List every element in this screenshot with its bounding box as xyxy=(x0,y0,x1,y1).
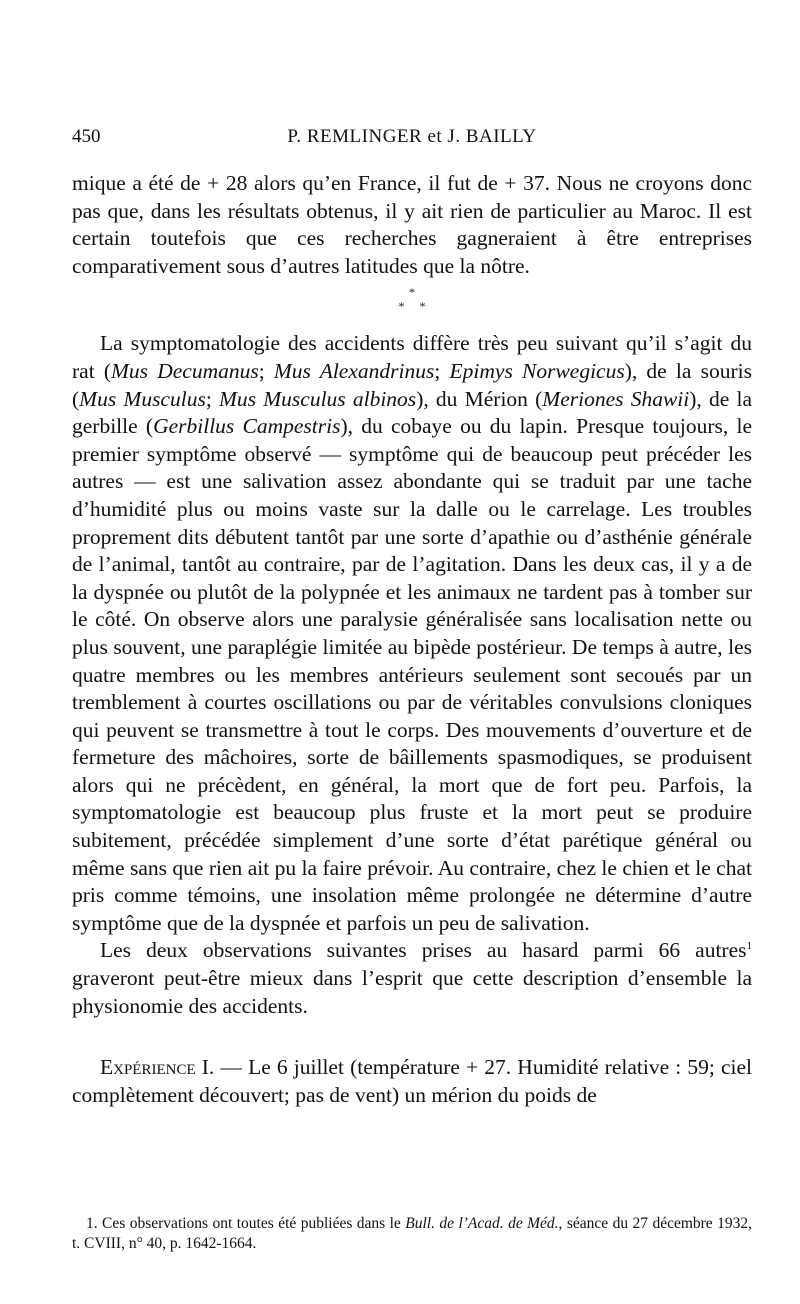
p2-text-8: ), du cobaye ou du lapin. Presque toujours, le premier symptôme observé — symptôme qui de beaucoup peut précéder les autres — est une salivation assez abondante qui se traduit par une tache d’humidité plus ou moins vaste sur la dalle ou le carrelage. Les troubles proprement dits débutent tantôt par une sorte d’apathie ou d’asthénie générale de l’animal, tantôt au contraire, par de l’agitation. Dans les deux cas, il y a de la dyspnée ou plutôt de la polypnée et les animaux ne tardent pas à tomber sur le côté. On observe alors une paralysie généralisée sans localisation nette ou plus souvent, une paraplégie limitée au bipède postérieur. De temps à autre, les quatre membres ou les membres antérieurs seulement sont secoués par un tremblement à courtes oscillations ou par de véritables convulsions cloniques qui peuvent se transmettre à tout le corps. Des mouvements d’ouverture et de fermeture des mâchoires, sorte de bâillements spasmodiques, se produisent alors qui ne précèdent, en général, la mort que de fort peu. Parfois, la symptomatologie est beaucoup plus fruste et la mort peut se produire subitement, précédée simplement d’une sorte d’état parétique général ou même sans que rien ait pu la faire prévoir. Au contraire, chez le chien et le chat pris comme témoins, une insolation même prolongée ne détermine d’autre symptôme que de la dyspnée et parfois un peu de salivation. xyxy=(72,414,753,935)
species-name: Mus Musculus xyxy=(79,386,206,411)
journal-title: Bull. de l’Acad. de Méd. xyxy=(405,1215,559,1232)
paragraph-2 xyxy=(72,330,752,937)
p2-text-4: ), de la souris ( xyxy=(72,358,752,411)
paragraph-3 xyxy=(72,937,752,1020)
p4-text: — Le 6 juillet (température + 27. Humidité relative : 59; ciel complètement découvert; pas de vent) un mérion du poids de xyxy=(72,1055,752,1107)
species-name: Mus Alexandrinus xyxy=(273,358,435,383)
p2-text-7: ), de la gerbille ( xyxy=(72,386,753,439)
running-head: P. REMLINGER et J. BAILLY xyxy=(287,126,537,147)
p2-text-1: La symptomatologie des accidents diffère très peu suivant qu’il s’agit du rat ( xyxy=(72,331,752,383)
paragraph-4 xyxy=(72,1054,752,1109)
p3-text-2: graveront peut-être mieux dans l’esprit que cette description d’ensemble la physionomie des accidents. xyxy=(72,966,752,1018)
species-name: Epimys Norwegicus xyxy=(449,358,625,383)
footnote-text-2: , séance du 27 décembre 1932, t. CVIII, n° 40, p. 1642-1664. xyxy=(72,1215,752,1252)
paragraph-1: mique a été de + 28 alors qu’en France, il fut de + 37. Nous ne croyons donc pas que, dans les résultats obtenus, il y ait rien de particulier au Maroc. Il est certain toutefois que ces recherches gagneraient à être entreprises comparativement sous d’autres latitudes que la nôtre. xyxy=(72,171,752,278)
page-number: 450 xyxy=(72,126,101,147)
p3-text-1: Les deux observations suivantes prises au hasard parmi 66 autres xyxy=(100,938,747,963)
footnote-reference[interactable]: 1 xyxy=(746,940,752,953)
footnote-text-1: 1. Ces observations ont toutes été publiées dans le xyxy=(86,1215,406,1232)
page-header xyxy=(72,126,752,152)
p2-text-6: ), du Mérion ( xyxy=(416,386,543,411)
species-name: Meriones Shawii xyxy=(542,386,690,411)
body-text xyxy=(72,170,752,1109)
footnote xyxy=(72,1214,752,1254)
species-name: Mus Musculus albinos xyxy=(219,386,417,411)
species-name: Mus Decumanus xyxy=(111,358,259,383)
p2-text-5: ; xyxy=(205,386,220,411)
experiment-label: Expérience I. xyxy=(100,1055,215,1080)
p2-text-2: ; xyxy=(258,358,274,383)
p2-text-3: ; xyxy=(434,358,450,383)
section-separator: * * * xyxy=(398,285,426,314)
species-name: Gerbillus Campestris xyxy=(153,414,341,439)
